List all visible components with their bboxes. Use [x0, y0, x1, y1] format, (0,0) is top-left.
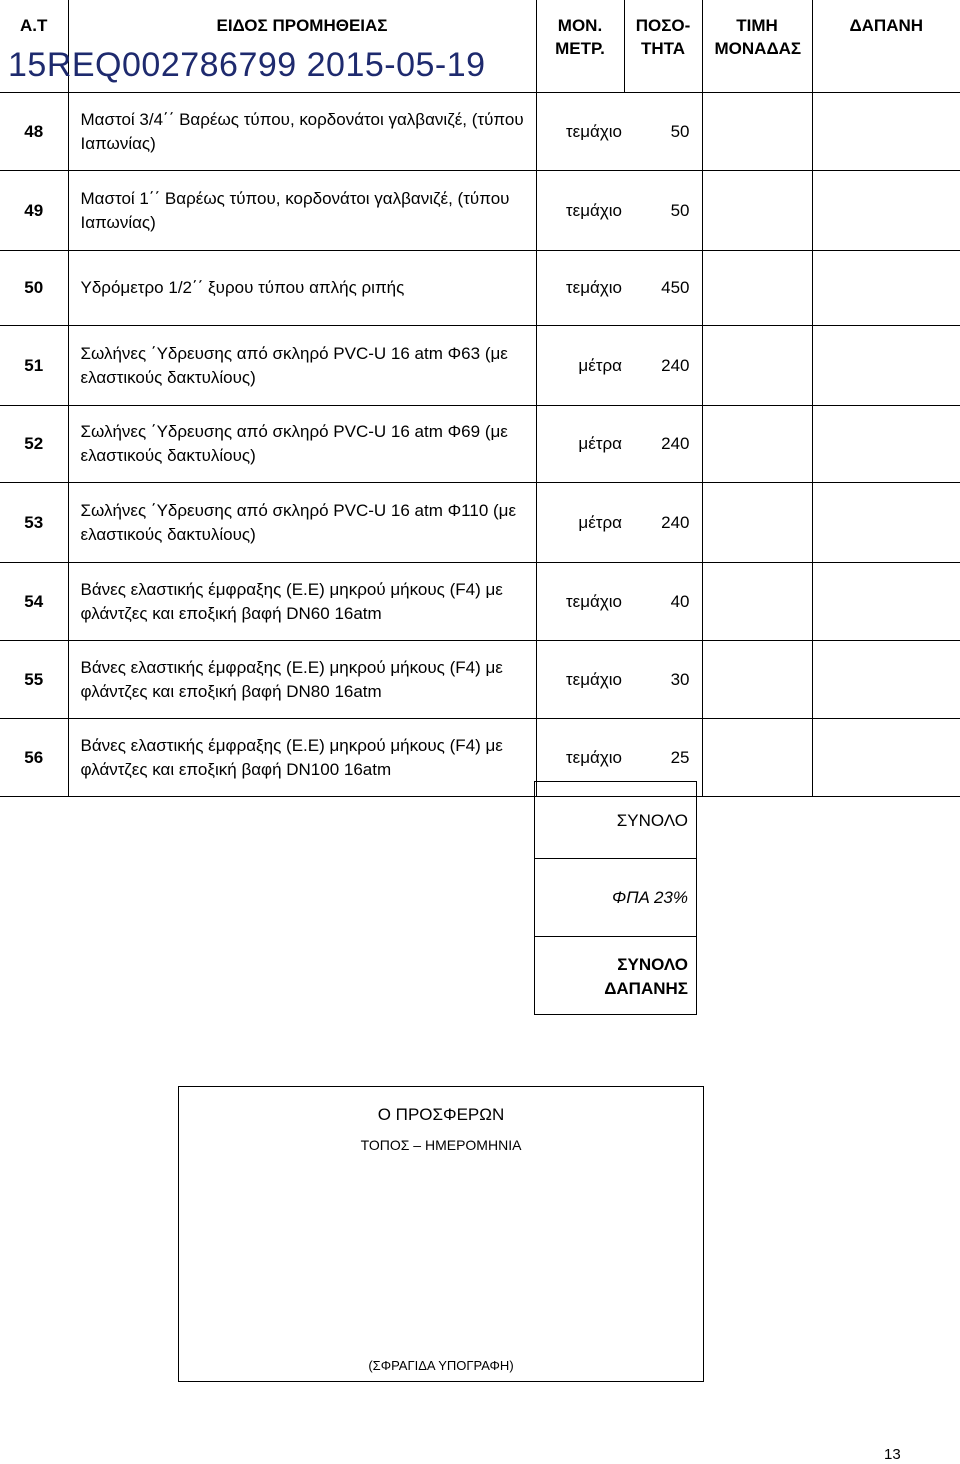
- row-description: Σωλήνες ΄Υδρευσης από σκληρό PVC-U 16 atm Φ63 (με ελαστικούς δακτυλίους): [68, 326, 536, 406]
- row-description: Μαστοί 1΄΄ Βαρέως τύπου, κορδονάτοι γαλβανιζέ, (τύπου Ιαπωνίας): [68, 171, 536, 251]
- row-total: [812, 326, 960, 406]
- row-quantity: 240: [624, 483, 702, 563]
- row-unit-price: [702, 563, 812, 641]
- row-total: [812, 563, 960, 641]
- row-unit: μέτρα: [536, 326, 624, 406]
- table-row: [0, 93, 960, 171]
- row-number: 49: [0, 171, 68, 251]
- row-unit: τεμάχιο: [536, 641, 624, 719]
- row-number: 56: [0, 719, 68, 797]
- signature-title: Ο ΠΡΟΣΦΕΡΩΝ: [377, 1105, 505, 1124]
- watermark: 15REQ002786799 2015-05-19: [8, 46, 486, 84]
- table-row: [0, 719, 960, 797]
- row-number: 50: [0, 251, 68, 326]
- row-description: Μαστοί 3/4΄΄ Βαρέως τύπου, κορδονάτοι γαλβανιζέ, (τύπου Ιαπωνίας): [68, 93, 536, 171]
- row-unit-price: [702, 719, 812, 797]
- table-row: [0, 641, 960, 719]
- summary-total: [534, 937, 697, 1015]
- row-unit-price: [702, 641, 812, 719]
- row-number: 54: [0, 563, 68, 641]
- row-unit: τεμάχιο: [536, 251, 624, 326]
- table-row: [0, 563, 960, 641]
- row-unit: τεμάχιο: [536, 719, 624, 797]
- row-total: [812, 93, 960, 171]
- table-row: [0, 171, 960, 251]
- row-number: 55: [0, 641, 68, 719]
- row-number: 48: [0, 93, 68, 171]
- row-description: Σωλήνες ΄Υδρευσης από σκληρό PVC-U 16 atm Φ69 (με ελαστικούς δακτυλίους): [68, 406, 536, 483]
- row-quantity: 30: [624, 641, 702, 719]
- row-total: [812, 171, 960, 251]
- signature-box: [178, 1086, 704, 1382]
- summary-vat: ΦΠΑ 23%: [534, 859, 697, 937]
- row-description: Σωλήνες ΄Υδρευσης από σκληρό PVC-U 16 atm Φ110 (με ελαστικούς δακτυλίους): [68, 483, 536, 563]
- page-number: 13: [884, 1446, 901, 1463]
- signature-stamp: (ΣΦΡΑΓΙΔΑ ΥΠΟΓΡΑΦΗ): [368, 1358, 514, 1373]
- row-quantity: 40: [624, 563, 702, 641]
- signature-place-date: ΤΟΠΟΣ – ΗΜΕΡΟΜΗΝΙΑ: [360, 1137, 522, 1153]
- row-quantity: 240: [624, 326, 702, 406]
- row-total: [812, 483, 960, 563]
- row-unit-price: [702, 251, 812, 326]
- row-unit-price: [702, 93, 812, 171]
- summary-sum: ΣΥΝΟΛΟ: [534, 781, 697, 859]
- row-number: 51: [0, 326, 68, 406]
- row-number: 52: [0, 406, 68, 483]
- row-quantity: 50: [624, 93, 702, 171]
- row-unit: τεμάχιο: [536, 93, 624, 171]
- row-description: Βάνες ελαστικής έμφραξης (Ε.Ε) μηκρού μήκους (F4) με φλάντζες και εποξική βαφή DN60 16atm: [68, 563, 536, 641]
- table-row: [0, 483, 960, 563]
- header-qty: ΠΟΣΟ- ΤΗΤΑ: [624, 0, 702, 93]
- row-unit: μέτρα: [536, 483, 624, 563]
- header-item: ΕΙΔΟΣ ΠΡΟΜΗΘΕΙΑΣ: [68, 0, 536, 93]
- table-row: [0, 326, 960, 406]
- header-unit: ΜΟΝ. ΜΕΤΡ.: [536, 0, 624, 93]
- row-quantity: 50: [624, 171, 702, 251]
- row-total: [812, 719, 960, 797]
- row-unit: μέτρα: [536, 406, 624, 483]
- row-total: [812, 406, 960, 483]
- row-unit: τεμάχιο: [536, 171, 624, 251]
- row-unit-price: [702, 171, 812, 251]
- table-row: [0, 251, 960, 326]
- row-total: [812, 641, 960, 719]
- header-price: ΤΙΜΗ ΜΟΝΑΔΑΣ: [702, 0, 812, 93]
- row-description: Υδρόμετρο 1/2΄΄ ξυρου τύπου απλής ριπής: [68, 251, 536, 326]
- row-number: 53: [0, 483, 68, 563]
- row-description: Βάνες ελαστικής έμφραξης (Ε.Ε) μηκρού μήκους (F4) με φλάντζες και εποξική βαφή DN80 16atm: [68, 641, 536, 719]
- row-description: Βάνες ελαστικής έμφραξης (Ε.Ε) μηκρού μήκους (F4) με φλάντζες και εποξική βαφή DN100 16atm: [68, 719, 536, 797]
- row-quantity: 240: [624, 406, 702, 483]
- row-unit-price: [702, 406, 812, 483]
- row-quantity: 25: [624, 719, 702, 797]
- row-unit-price: [702, 483, 812, 563]
- summary-total-label: ΣΥΝΟΛΟ ΔΑΠΑΝΗΣ: [604, 955, 688, 998]
- header-total: ΔΑΠΑΝΗ: [812, 0, 960, 93]
- row-unit: τεμάχιο: [536, 563, 624, 641]
- row-quantity: 450: [624, 251, 702, 326]
- row-total: [812, 251, 960, 326]
- table-row: [0, 406, 960, 483]
- header-no: Α.Τ: [0, 0, 68, 93]
- row-unit-price: [702, 326, 812, 406]
